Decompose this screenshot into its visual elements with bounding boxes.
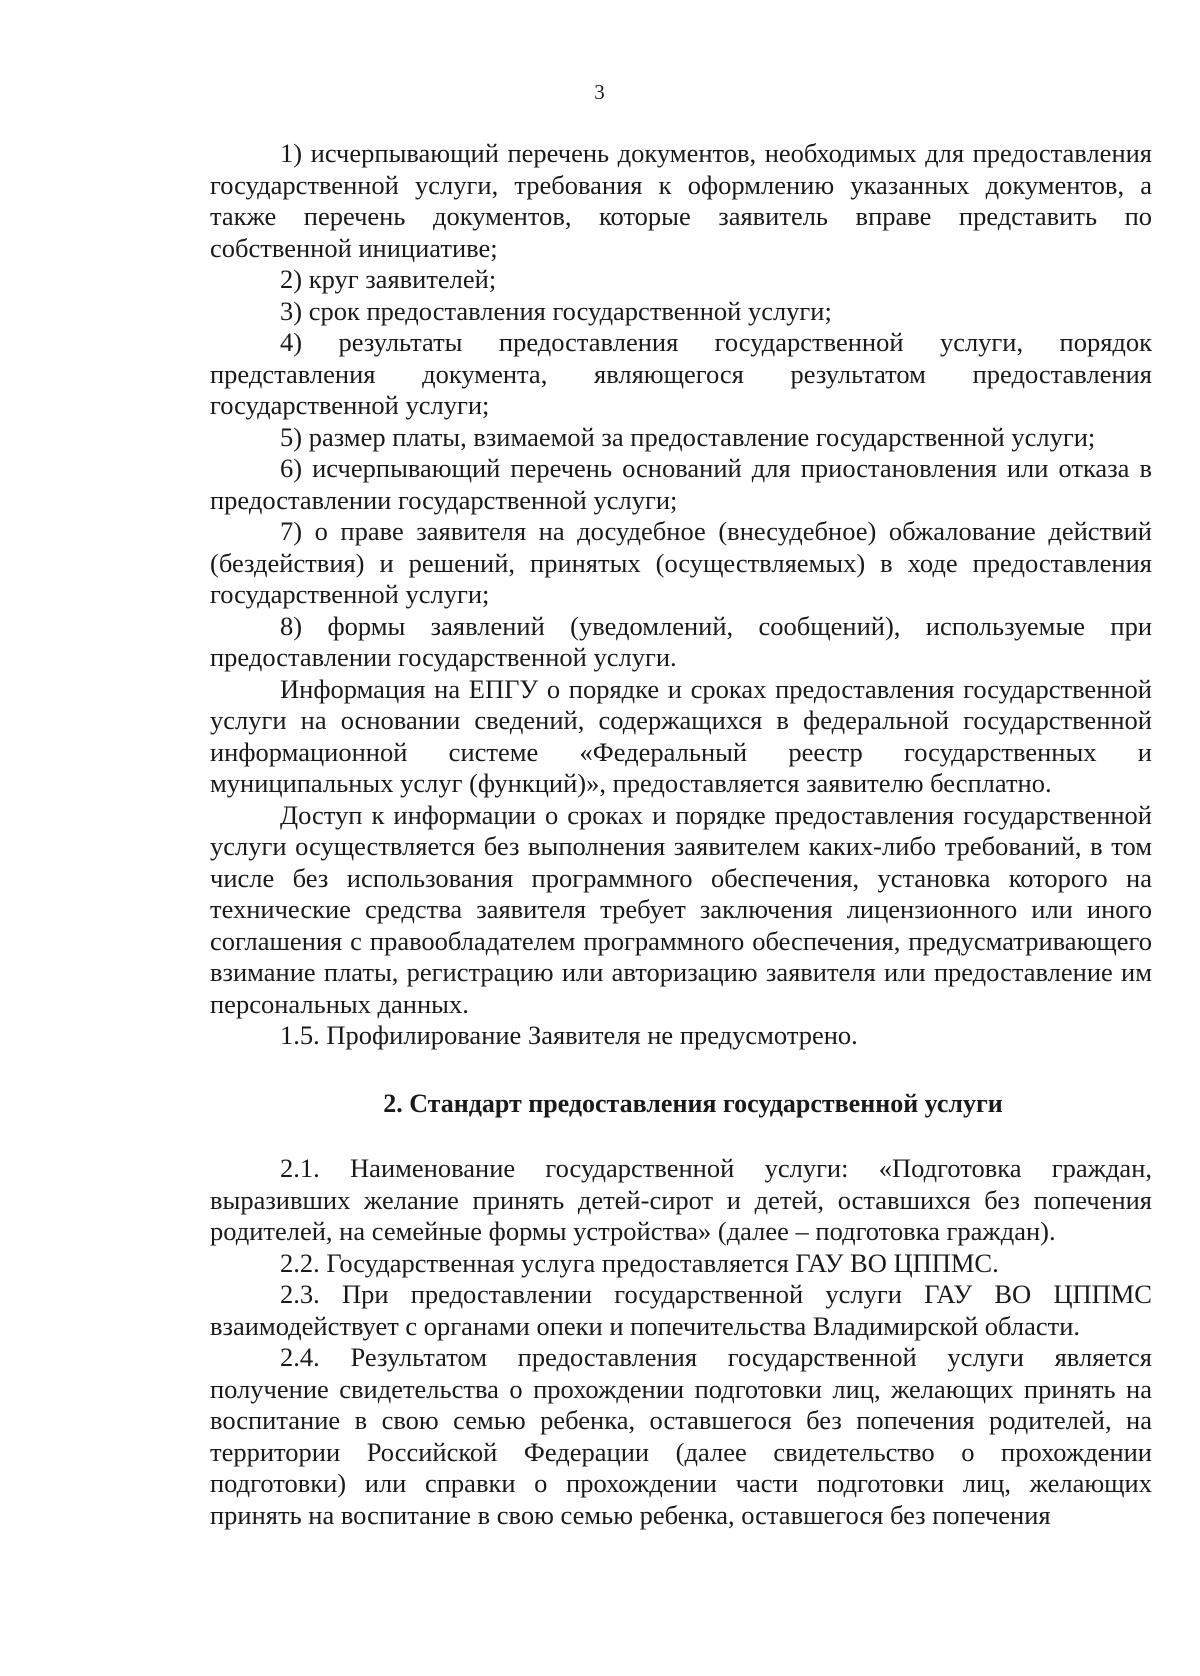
paragraph-profiling: 1.5. Профилирование Заявителя не предусмотрено. [280,1020,858,1050]
paragraph-list-item-1: 1) исчерпывающий перечень документов, необходимых для предоставления государственной услуги, требования к оформлению указанных документов, а также перечень документов, которые заявитель вправе представить по собственной инициативе; [210,138,1152,263]
paragraph-2-4: 2.4. Результатом предоставления государственной услуги является получение свидетельства о прохождении подготовки лиц, желающих принять на воспитание в свою семью ребенка, оставшегося без попечения родителей, на территории Российской Федерации (далее свидетельство о прохождении подготовки) или справки о прохождении части подготовки лиц, желающих принять на воспитание в свою семью ребенка, оставшегося без попечения [210,1342,1152,1530]
paragraph-2-1: 2.1. Наименование государственной услуги: «Подготовка граждан, выразивших желание принять детей-сирот и детей, оставшихся без попечения родителей, на семейные формы устройства» (далее – подготовка граждан). [210,1153,1152,1246]
document-body [210,138,1152,1531]
paragraph-list-item-4: 4) результаты предоставления государственной услуги, порядок представления документа, являющегося результатом предоставления государственной услуги; [210,327,1152,420]
paragraph-2-3: 2.3. При предоставлении государственной услуги ГАУ ВО ЦППМС взаимодействует с органами опеки и попечительства Владимирской области. [210,1279,1152,1341]
paragraph-2-2: 2.2. Государственная услуга предоставляется ГАУ ВО ЦППМС. [280,1247,999,1278]
paragraph-list-item-3: 3) срок предоставления государственной услуги; [280,295,832,326]
paragraph-list-item-8: 8) формы заявлений (уведомлений, сообщений), используемые при предоставлении государственной услуги. [210,610,1152,672]
paragraph-list-item-6: 6) исчерпывающий перечень оснований для приостановления или отказа в предоставлении государственной услуги; [210,453,1152,515]
paragraph-list-item-7: 7) о праве заявителя на досудебное (внесудебное) обжалование действий (бездействия) и решений, принятых (осуществляемых) в ходе предоставления государственной услуги; [210,516,1152,609]
paragraph-access-info: Доступ к информации о сроках и порядке предоставления государственной услуги осуществляется без выполнения заявителем каких-либо требований, в том числе без использования программного обеспечения, установка которого на технические средства заявителя требует заключения лицензионного или иного соглашения с правообладателем программного обеспечения, предусматривающего взимание платы, регистрацию или авторизацию заявителя или предоставление им персональных данных. [210,799,1152,1019]
page-number: 3 [594,80,606,104]
paragraph-list-item-2: 2) круг заявителей; [280,264,497,294]
section-heading: 2. Стандарт предоставления государственной услуги [383,1088,1003,1118]
paragraph-epgu-info: Информация на ЕПГУ о порядке и сроках предоставления государственной услуги на основании сведений, содержащихся в федеральной государственной информационной системе «Федеральный реестр государственных и муниципальных услуг (функций)», предоставляется заявителю бесплатно. [210,673,1152,798]
paragraph-list-item-5: 5) размер платы, взимаемой за предоставление государственной услуги; [280,421,1096,452]
